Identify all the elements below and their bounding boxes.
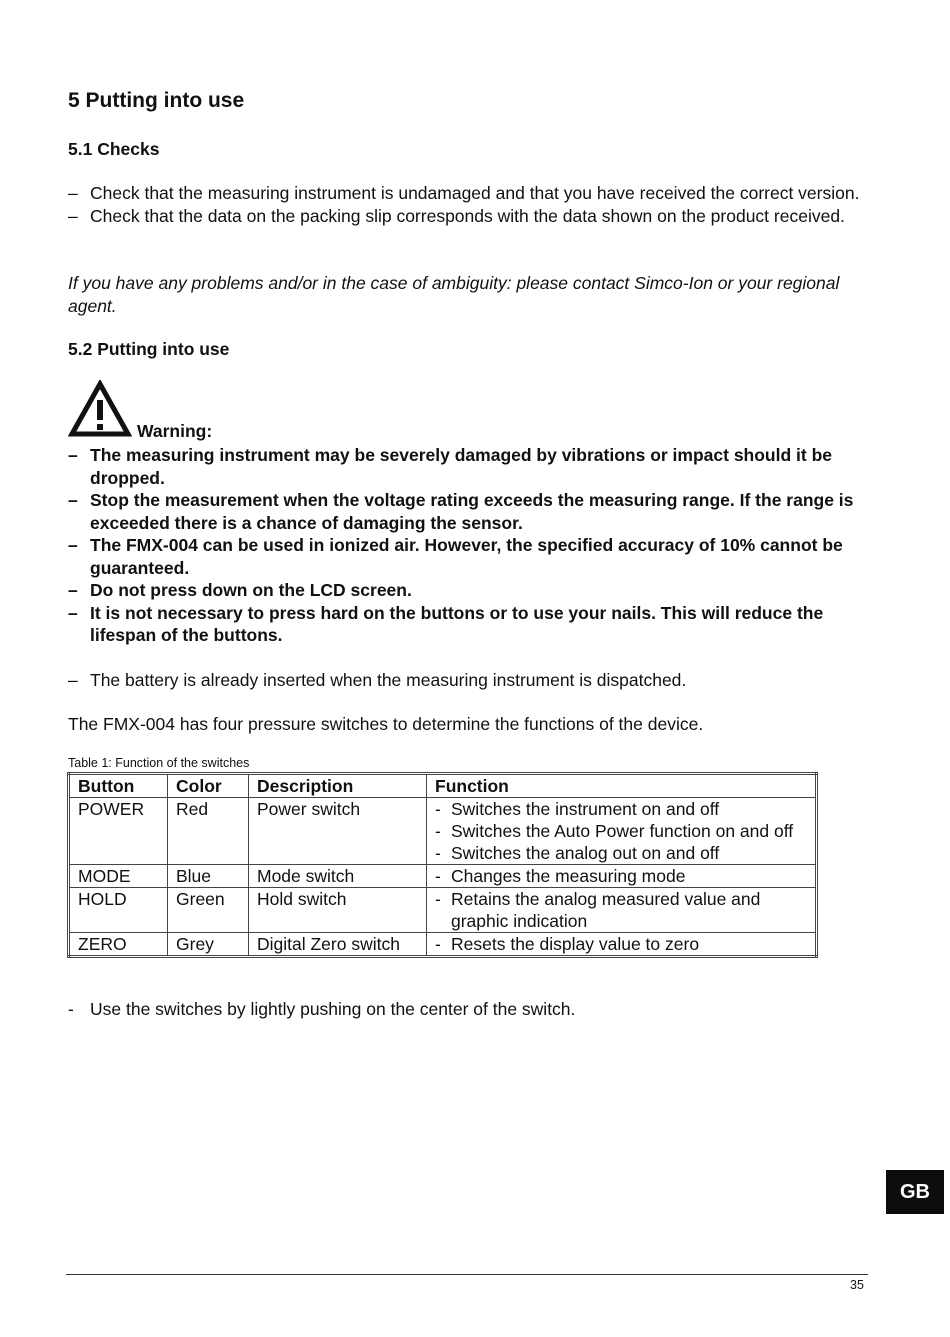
warning-item-text: The FMX-004 can be used in ionized air. However, the specified accuracy of 10% cannot be guaranteed. (90, 535, 843, 578)
warning-item-text: Do not press down on the LCD screen. (90, 580, 412, 600)
cell-color: Green (168, 888, 249, 933)
list-item (68, 182, 878, 205)
warning-item-text: It is not necessary to press hard on the buttons or to use your nails. This will reduce the lifespan of the buttons. (90, 602, 824, 645)
hyphen-bullet: - (435, 866, 441, 886)
list-item-text: Check that the data on the packing slip corresponds with the data shown on the product received. (90, 205, 845, 226)
cell-button: MODE (69, 865, 168, 888)
list-item-text: Check that the measuring instrument is undamaged and that you have received the correct version. (90, 183, 860, 203)
function-text: Switches the instrument on and off (451, 799, 720, 819)
function-text: Switches the Auto Power function on and off (451, 821, 794, 841)
cell-button: ZERO (69, 933, 168, 957)
warning-item (68, 444, 878, 489)
cell-function (427, 933, 817, 957)
putting-into-use-heading: 5.2 Putting into use (68, 339, 230, 359)
list-item (68, 669, 878, 692)
table-caption: Table 1: Function of the switches (68, 756, 250, 770)
warning-item (68, 579, 878, 602)
switch-function-table (67, 772, 818, 958)
cell-function (427, 865, 817, 888)
hyphen-bullet: - (435, 821, 441, 841)
footer-divider (66, 1274, 868, 1275)
cell-color: Red (168, 798, 249, 865)
column-header-color: Color (168, 774, 249, 798)
warning-triangle-icon (68, 380, 132, 438)
function-text: Changes the measuring mode (451, 866, 686, 886)
warning-item-text: The measuring instrument may be severely damaged by vibrations or impact should it be dropped. (90, 445, 833, 488)
function-item (435, 842, 807, 864)
function-item (435, 888, 807, 932)
table-row (69, 798, 817, 865)
dash-bullet: – (68, 445, 78, 465)
hyphen-bullet: - (435, 889, 441, 909)
hyphen-bullet: - (435, 843, 441, 863)
list-item (68, 205, 878, 228)
table-row (69, 888, 817, 933)
cell-color: Blue (168, 865, 249, 888)
checks-list (68, 182, 878, 227)
warning-list (68, 444, 878, 647)
warning-item (68, 489, 878, 534)
cell-description: Mode switch (249, 865, 427, 888)
function-text: Retains the analog measured value and graphic indication (451, 889, 761, 931)
hyphen-bullet: - (68, 999, 74, 1019)
battery-list (68, 669, 878, 692)
warning-item-text: Stop the measurement when the voltage rating exceeds the measuring range. If the range is exceeded there is a chance of damaging the sensor. (90, 490, 854, 533)
cell-button: POWER (69, 798, 168, 865)
language-tab: GB (886, 1170, 944, 1214)
dash-bullet: – (68, 602, 78, 623)
page-number: 35 (850, 1278, 864, 1292)
contact-note: If you have any problems and/or in the case of ambiguity: please contact Simco-Ion or your regional agent. (68, 273, 840, 316)
cell-button: HOLD (69, 888, 168, 933)
column-header-function: Function (427, 774, 817, 798)
dash-bullet: – (68, 535, 78, 555)
function-item (435, 933, 807, 955)
dash-bullet: – (68, 490, 78, 510)
hyphen-bullet: - (435, 799, 441, 819)
warning-label: Warning: (137, 421, 213, 441)
warning-item (68, 534, 878, 579)
battery-note: The battery is already inserted when the measuring instrument is dispatched. (90, 670, 687, 690)
cell-function (427, 888, 817, 933)
column-header-description: Description (249, 774, 427, 798)
closing-note: Use the switches by lightly pushing on the center of the switch. (90, 999, 576, 1019)
function-item (435, 798, 807, 820)
section-title: 5 Putting into use (68, 89, 245, 112)
function-text: Resets the display value to zero (451, 934, 700, 954)
switches-intro: The FMX-004 has four pressure switches to determine the functions of the device. (68, 714, 704, 734)
warning-item (68, 602, 878, 647)
dash-bullet: – (68, 205, 78, 226)
cell-description: Power switch (249, 798, 427, 865)
dash-bullet: – (68, 670, 78, 690)
list-item (68, 998, 878, 1021)
function-item (435, 865, 807, 887)
cell-description: Digital Zero switch (249, 933, 427, 957)
checks-heading: 5.1 Checks (68, 139, 160, 159)
hyphen-bullet: - (435, 934, 441, 954)
table-row (69, 933, 817, 957)
closing-list (68, 998, 878, 1021)
cell-function (427, 798, 817, 865)
dash-bullet: – (68, 580, 78, 600)
function-item (435, 820, 807, 842)
column-header-button: Button (69, 774, 168, 798)
table-row (69, 865, 817, 888)
cell-color: Grey (168, 933, 249, 957)
table-header-row (69, 774, 817, 798)
dash-bullet: – (68, 183, 78, 203)
function-text: Switches the analog out on and off (451, 843, 720, 863)
cell-description: Hold switch (249, 888, 427, 933)
